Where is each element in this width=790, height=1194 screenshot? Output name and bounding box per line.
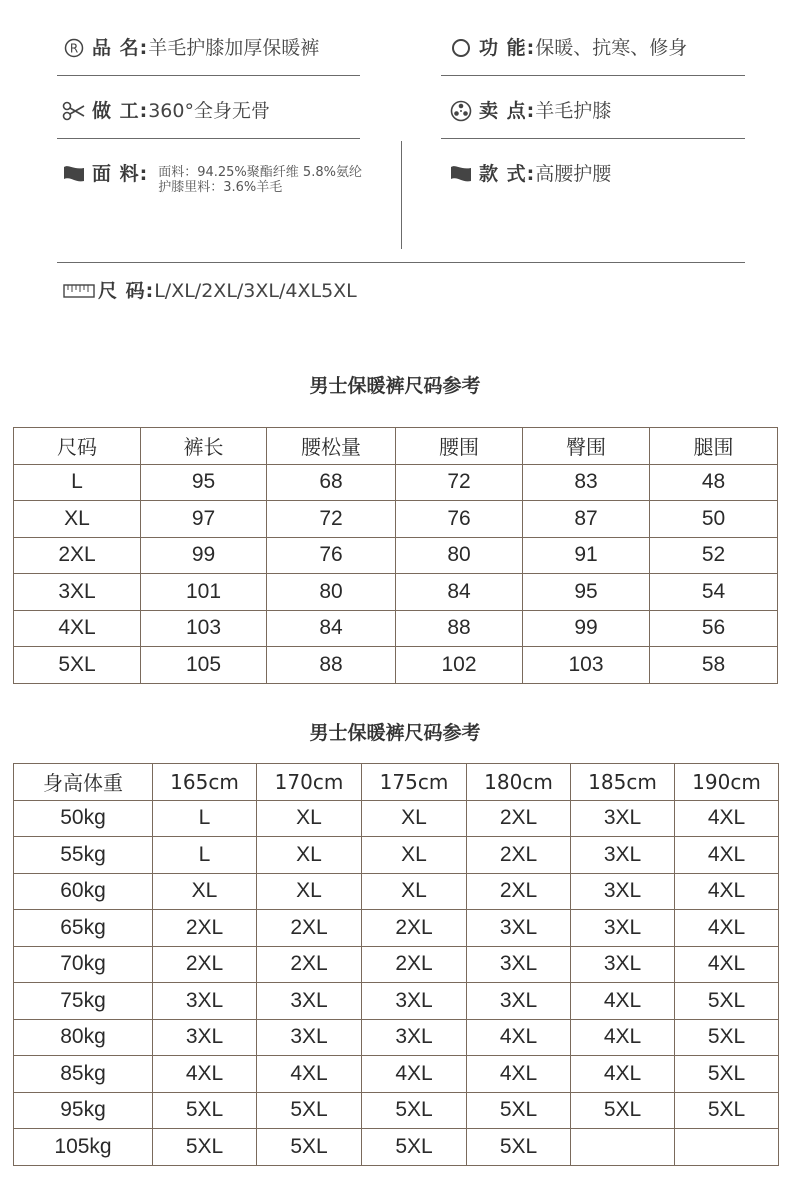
craft-value: 360°全身无骨 (148, 100, 270, 122)
table-cell (571, 1129, 675, 1166)
table-cell: 5XL (675, 1019, 779, 1056)
flag-icon (62, 162, 86, 186)
table-cell (675, 1129, 779, 1166)
table-cell: 2XL (153, 910, 257, 947)
table-cell: 88 (396, 610, 523, 647)
table-cell: 48 (650, 464, 778, 501)
size-measurement-table (13, 427, 778, 684)
table-cell: L (14, 464, 141, 501)
table-row (14, 873, 779, 910)
product-name-row (62, 36, 319, 60)
table-cell: 76 (396, 501, 523, 538)
table-cell: 2XL (14, 537, 141, 574)
table-cell: 102 (396, 647, 523, 684)
height-weight-size-table (13, 763, 779, 1166)
table-cell: 85kg (14, 1056, 153, 1093)
table2-title: 男士保暖裤尺码参考 (309, 722, 481, 744)
material-label: 面 料: (92, 163, 149, 185)
table-cell: 103 (523, 647, 650, 684)
divider (441, 138, 745, 139)
table-row (14, 1019, 779, 1056)
table-cell: 2XL (467, 873, 571, 910)
table-row (14, 574, 778, 611)
table-cell: 84 (267, 610, 396, 647)
table-row (14, 800, 779, 837)
product-name-label: 品 名: (92, 37, 149, 59)
table-cell: XL (14, 501, 141, 538)
table-cell: 2XL (362, 910, 467, 947)
selling-point-row (449, 99, 611, 123)
table-cell: 5XL (467, 1092, 571, 1129)
table-cell: 101 (141, 574, 267, 611)
table-cell: 3XL (467, 946, 571, 983)
table-cell: 4XL (467, 1019, 571, 1056)
table-cell: 4XL (14, 610, 141, 647)
table-cell: 72 (267, 501, 396, 538)
table-cell: 75kg (14, 983, 153, 1020)
table-cell: XL (257, 873, 362, 910)
header-cell: 170cm (257, 764, 362, 801)
header-cell: 腰围 (396, 428, 523, 465)
table-cell: 3XL (153, 983, 257, 1020)
table-row (14, 464, 778, 501)
table-row (14, 647, 778, 684)
table-cell: 2XL (467, 837, 571, 874)
table-cell: XL (362, 873, 467, 910)
table-cell: 70kg (14, 946, 153, 983)
table-cell: 5XL (675, 1092, 779, 1129)
table-cell: 2XL (153, 946, 257, 983)
divider (441, 75, 745, 76)
table-cell: 2XL (257, 910, 362, 947)
header-cell: 165cm (153, 764, 257, 801)
craft-label: 做 工: (92, 100, 149, 122)
material-row (62, 162, 362, 195)
table-cell: 4XL (675, 873, 779, 910)
divider (401, 141, 402, 249)
header-cell: 180cm (467, 764, 571, 801)
table-cell: 3XL (257, 1019, 362, 1056)
table-cell: XL (257, 800, 362, 837)
function-value: 保暖、抗寒、修身 (535, 37, 688, 59)
table-cell: 99 (523, 610, 650, 647)
table-cell: 105 (141, 647, 267, 684)
table-cell: 60kg (14, 873, 153, 910)
divider (57, 75, 360, 76)
header-cell: 臀围 (523, 428, 650, 465)
scissors-icon (62, 99, 86, 123)
size-label: 尺 码: (98, 280, 155, 302)
table-cell: 5XL (153, 1092, 257, 1129)
table-cell: 3XL (571, 800, 675, 837)
table-row (14, 837, 779, 874)
table-cell: 4XL (675, 946, 779, 983)
table-cell: 5XL (675, 1056, 779, 1093)
style-value: 高腰护腰 (535, 163, 612, 185)
table-cell: 95kg (14, 1092, 153, 1129)
divider (57, 262, 745, 263)
table-cell: 4XL (257, 1056, 362, 1093)
material-description (158, 165, 362, 195)
table-cell: 5XL (362, 1092, 467, 1129)
flag-icon (449, 162, 473, 186)
table-cell: 80 (267, 574, 396, 611)
header-cell: 裤长 (141, 428, 267, 465)
table-cell: 3XL (571, 910, 675, 947)
table-cell: 83 (523, 464, 650, 501)
table-cell: 4XL (675, 800, 779, 837)
table-cell: 5XL (675, 983, 779, 1020)
selling-point-value: 羊毛护膝 (535, 100, 612, 122)
table-cell: 5XL (362, 1129, 467, 1166)
header-cell: 175cm (362, 764, 467, 801)
table-cell: 55kg (14, 837, 153, 874)
table-cell: XL (362, 837, 467, 874)
table-cell: 68 (267, 464, 396, 501)
table-cell: 52 (650, 537, 778, 574)
table-cell: 56 (650, 610, 778, 647)
table-cell: 4XL (362, 1056, 467, 1093)
table-cell: 80kg (14, 1019, 153, 1056)
table-row (14, 983, 779, 1020)
table-cell: 4XL (675, 910, 779, 947)
svg-text:R: R (69, 41, 79, 56)
header-cell: 尺码 (14, 428, 141, 465)
table-cell: 105kg (14, 1129, 153, 1166)
selling-point-label: 卖 点: (479, 100, 536, 122)
table-cell: 3XL (153, 1019, 257, 1056)
table-cell: 4XL (571, 1056, 675, 1093)
table-cell: 97 (141, 501, 267, 538)
style-label: 款 式: (479, 163, 536, 185)
table-cell: 3XL (362, 1019, 467, 1056)
table-cell: 4XL (571, 1019, 675, 1056)
table-cell: 5XL (571, 1092, 675, 1129)
table-header-row (14, 428, 778, 465)
table-cell: 5XL (14, 647, 141, 684)
table-cell: 5XL (467, 1129, 571, 1166)
circle-icon (449, 36, 473, 60)
header-cell: 腰松量 (267, 428, 396, 465)
table-cell: 5XL (257, 1092, 362, 1129)
table-row (14, 1129, 779, 1166)
table-cell: 58 (650, 647, 778, 684)
table-cell: 103 (141, 610, 267, 647)
table-cell: 91 (523, 537, 650, 574)
table-cell: 3XL (257, 983, 362, 1020)
header-cell: 身高体重 (14, 764, 153, 801)
size-value: L/XL/2XL/3XL/4XL5XL (154, 280, 357, 302)
table-cell: 3XL (467, 983, 571, 1020)
reel-icon (449, 99, 473, 123)
table-cell: 50kg (14, 800, 153, 837)
style-row (449, 162, 611, 186)
table-row (14, 1092, 779, 1129)
table-cell: 4XL (153, 1056, 257, 1093)
header-cell: 190cm (675, 764, 779, 801)
table-cell: 3XL (571, 873, 675, 910)
table-cell: XL (257, 837, 362, 874)
table-cell: 3XL (14, 574, 141, 611)
table-cell: 4XL (467, 1056, 571, 1093)
table-cell: 99 (141, 537, 267, 574)
table-cell: 76 (267, 537, 396, 574)
table-row (14, 537, 778, 574)
function-row (449, 36, 687, 60)
table-cell: L (153, 800, 257, 837)
table-cell: 80 (396, 537, 523, 574)
table-cell: 5XL (153, 1129, 257, 1166)
table-cell: 4XL (571, 983, 675, 1020)
table-cell: 3XL (571, 946, 675, 983)
table-cell: 5XL (257, 1129, 362, 1166)
registered-icon (62, 36, 86, 60)
table-cell: 54 (650, 574, 778, 611)
table-row (14, 610, 778, 647)
craft-row (62, 99, 270, 123)
table-cell: 3XL (467, 910, 571, 947)
table-cell: L (153, 837, 257, 874)
product-name-value: 羊毛护膝加厚保暖裤 (148, 37, 320, 59)
table-cell: 88 (267, 647, 396, 684)
table-cell: 4XL (675, 837, 779, 874)
table-cell: XL (362, 800, 467, 837)
table-row (14, 501, 778, 538)
table-cell: 2XL (467, 800, 571, 837)
table-row (14, 910, 779, 947)
table-cell: 72 (396, 464, 523, 501)
function-label: 功 能: (479, 37, 536, 59)
size-row (62, 279, 357, 303)
header-cell: 185cm (571, 764, 675, 801)
table-cell: XL (153, 873, 257, 910)
table-cell: 3XL (571, 837, 675, 874)
table-cell: 3XL (362, 983, 467, 1020)
table-cell: 95 (141, 464, 267, 501)
table-cell: 50 (650, 501, 778, 538)
table1-title: 男士保暖裤尺码参考 (309, 375, 481, 397)
ruler-icon (62, 279, 96, 303)
table-row (14, 946, 779, 983)
table-cell: 87 (523, 501, 650, 538)
table-cell: 84 (396, 574, 523, 611)
table-cell: 95 (523, 574, 650, 611)
table-row (14, 1056, 779, 1093)
table-cell: 65kg (14, 910, 153, 947)
material-line-1: 面料：94.25%聚酯纤维 5.8%氨纶 (158, 165, 362, 180)
material-line-2: 护膝里料：3.6%羊毛 (158, 180, 283, 195)
header-cell: 腿围 (650, 428, 778, 465)
table-cell: 2XL (362, 946, 467, 983)
table-cell: 2XL (257, 946, 362, 983)
table-header-row (14, 764, 779, 801)
divider (57, 138, 360, 139)
